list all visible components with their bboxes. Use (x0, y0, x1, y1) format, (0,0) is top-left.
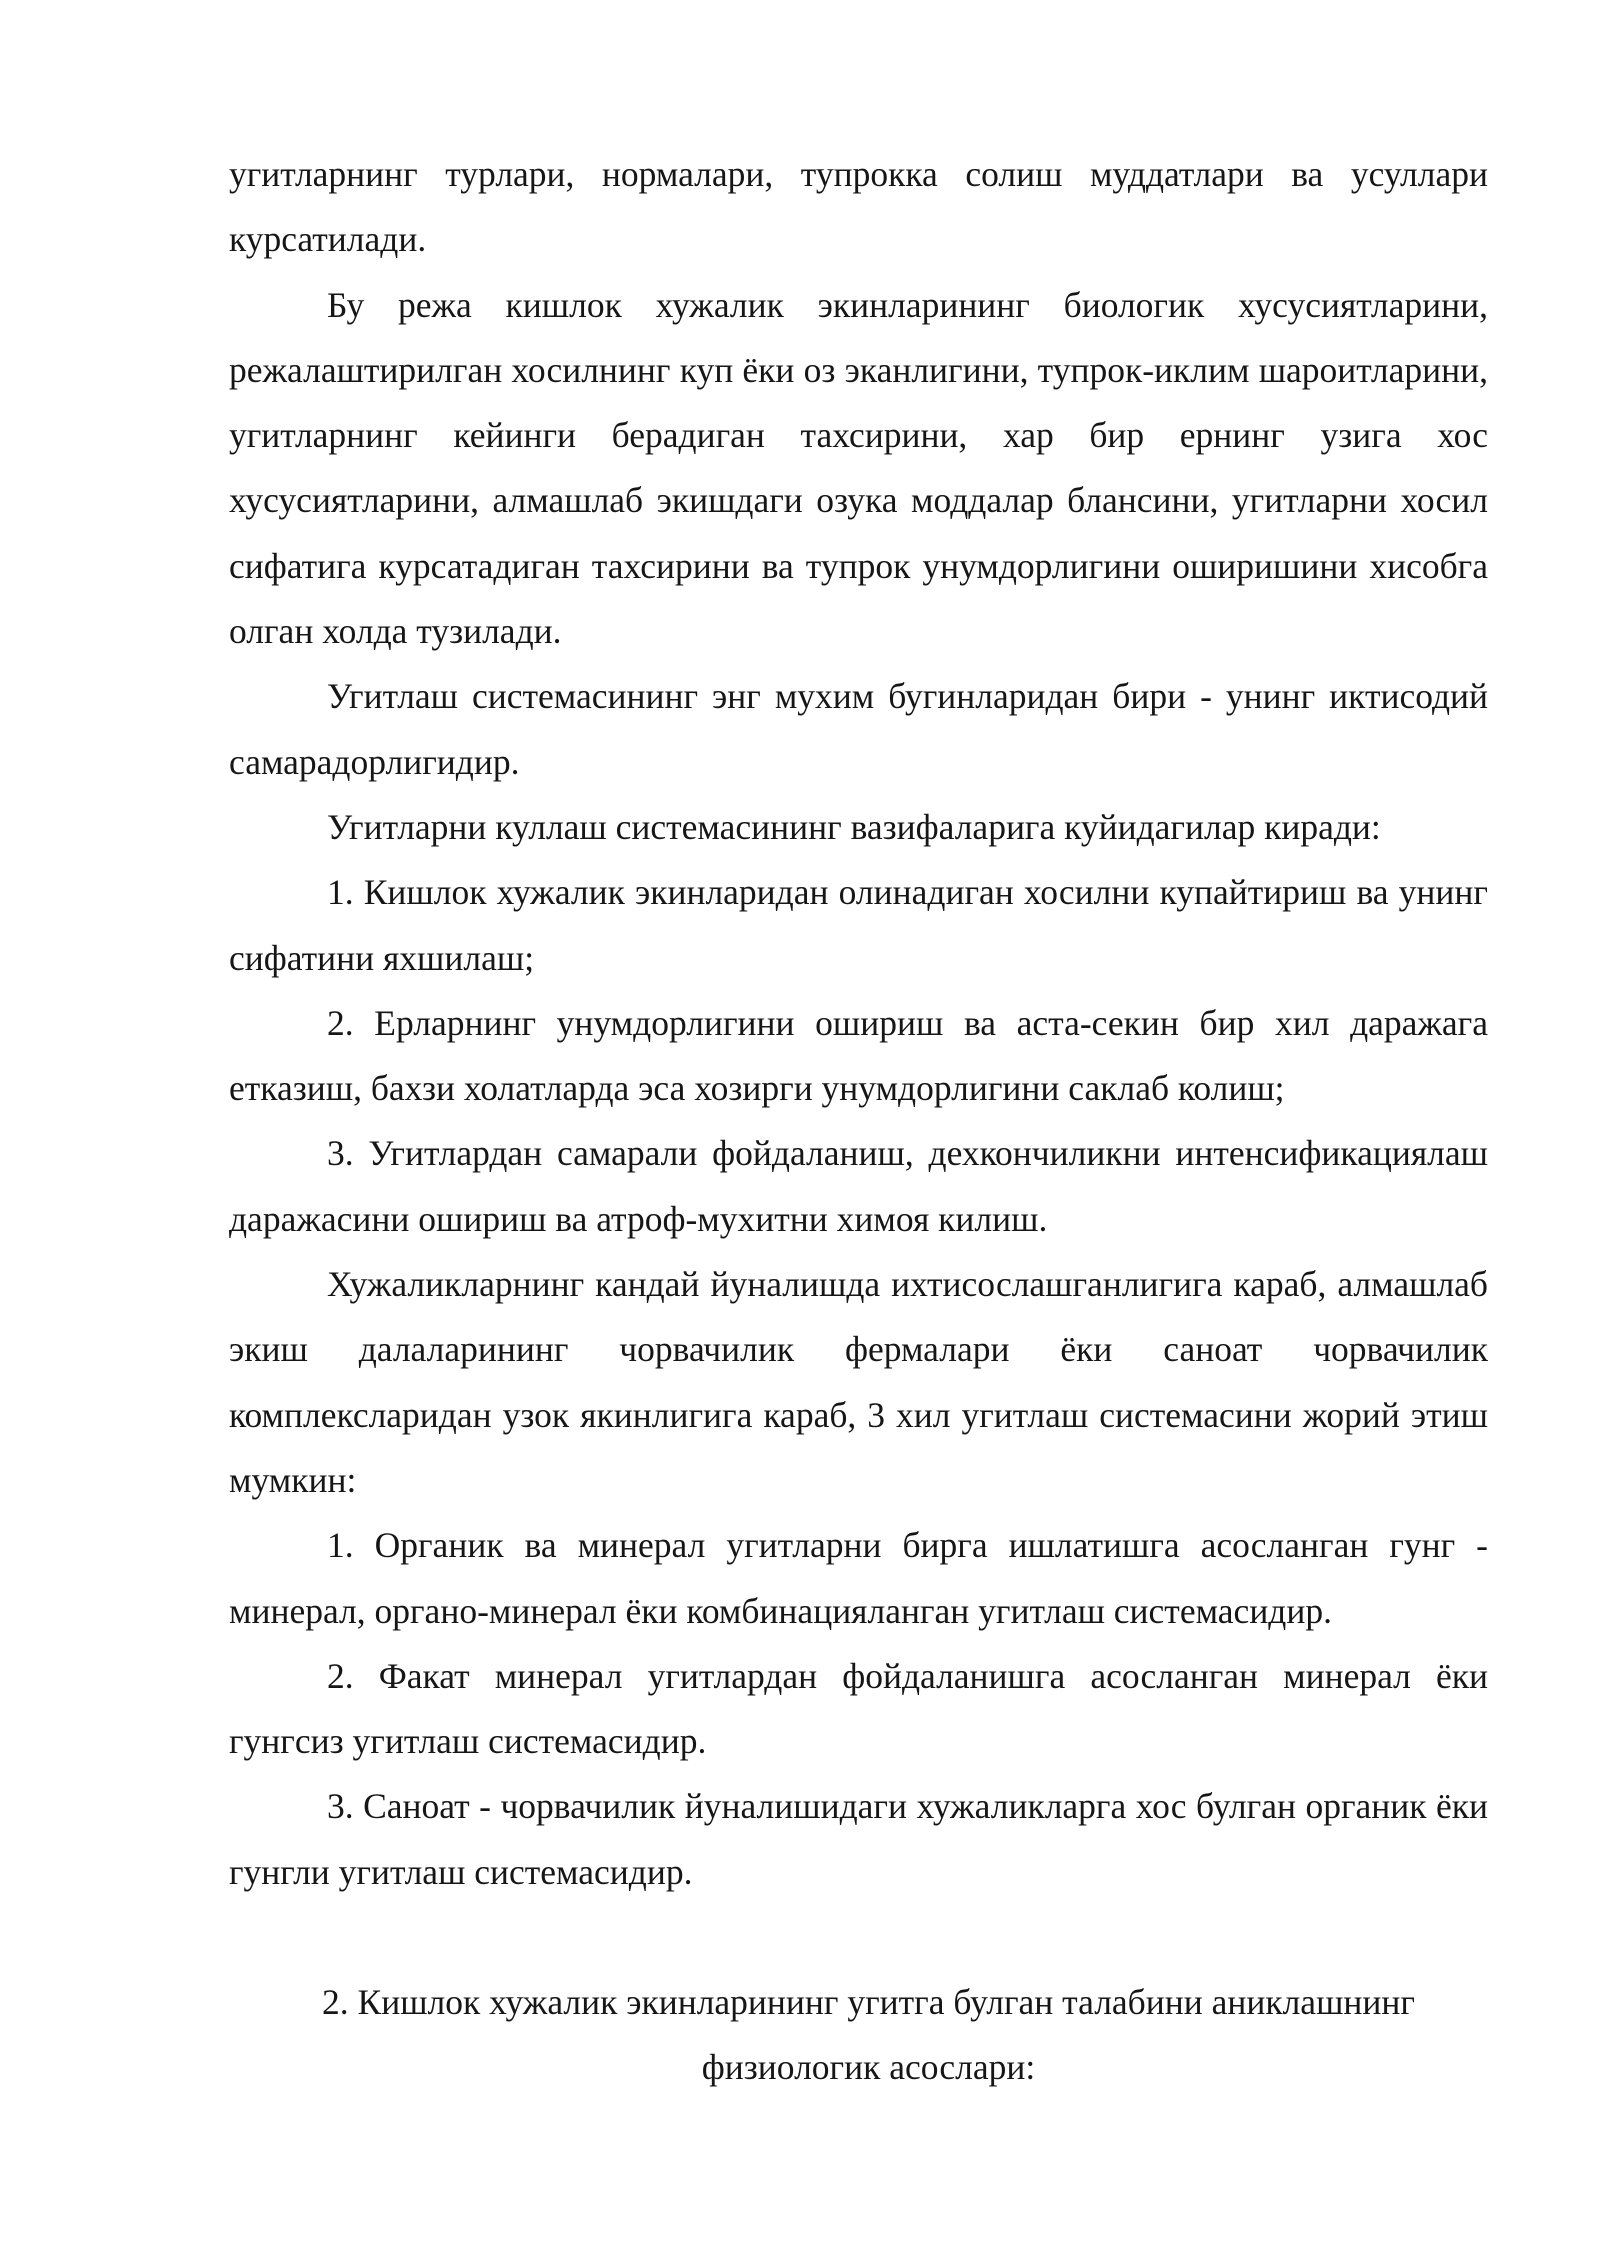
paragraph-systems-intro: Хужаликларнинг кандай йуналишда ихтисослашганлигига караб, алмашлаб экиш далаларининг чорвачилик фермалари ёки саноат чорвачилик комплексларидан узок якинлигига караб, 3 хил угитлаш системасини жорий этиш мумкин: (229, 1264, 1488, 1500)
list-item-system-2: 2. Факат минерал угитлардан фойдаланишга асосланган минерал ёки гунгсиз угитлаш системасидир. (229, 1655, 1488, 1762)
document-page (229, 142, 1488, 2101)
list-item-task-1: 1. Кишлок хужалик экинларидан олинадиган хосилни купайтириш ва унинг сифатини яхшилаш; (229, 872, 1488, 978)
list-item-task-2: 2. Ерларнинг унумдорлигини ошириш ва аста-секин бир хил даражага етказиш, бахзи холатларда эса хозирги унумдорлигини саклаб колиш; (229, 1002, 1488, 1109)
paragraph-continuation: угитларнинг турлари, нормалари, тупрокка солиш муддатлари ва усуллари курсатилади. (229, 154, 1488, 260)
section-heading-line-2: физиологик асослари: (701, 2047, 1036, 2088)
list-item-system-3: 3. Саноат - чорвачилик йуналишидаги хужаликларга хос булган органик ёки гунгли угитлаш системасидир. (229, 1786, 1488, 1892)
section-heading (229, 1970, 1488, 2101)
paragraph-plan-description: Бу режа кишлок хужалик экинларининг биологик хусусиятларини, режалаштирилган хосилнинг куп ёки оз эканлигини, тупрок-иклим шароитларини, угитларнинг кейинги берадиган тахсирини, хар бир ернинг узига хос хусусиятларини, алмашлаб экишдаги озука моддалар блансини, угитларни хосил сифатига курсатадиган тахсирини ва тупрок унумдорлигини оширишини хисобга олган холда тузилади. (229, 284, 1488, 652)
section-heading-line-1: 2. Кишлок хужалик экинларининг угитга булган талабини аниклашнинг (322, 1982, 1415, 2023)
paragraph-tasks-intro: Угитларни куллаш системасининг вазифаларига куйидагилар киради: (327, 806, 1381, 847)
list-item-task-3: 3. Угитлардан самарали фойдаланиш, дехкончиликни интенсификациялаш даражасини ошириш ва атроф-мухитни химоя килиш. (229, 1133, 1488, 1239)
paragraph-economic-efficiency: Угитлаш системасининг энг мухим бугинларидан бири - унинг иктисодий самарадорлигидир. (229, 676, 1488, 782)
list-item-system-1: 1. Органик ва минерал угитларни бирга ишлатишга асосланган гунг - минерал, органо-минерал ёки комбинацияланган угитлаш системасидир. (229, 1525, 1488, 1631)
